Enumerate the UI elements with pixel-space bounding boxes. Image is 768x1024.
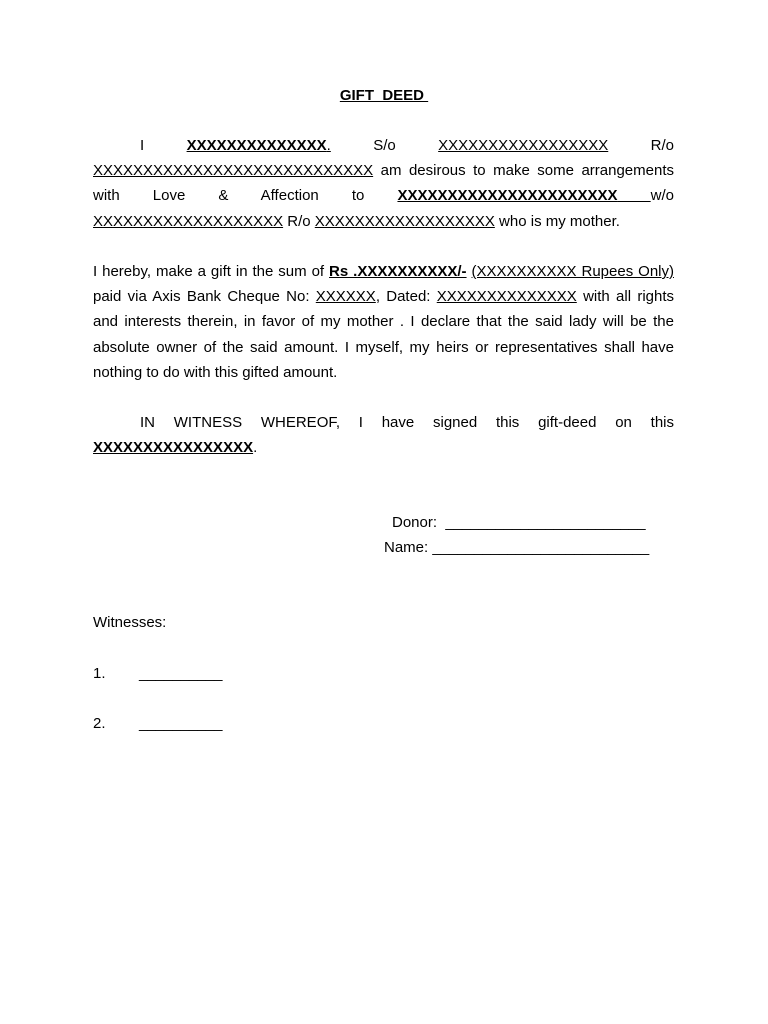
witness-number: 2. xyxy=(93,715,106,732)
gift-amount: Rs .XXXXXXXXXX/- xyxy=(329,263,467,280)
cheque-date: XXXXXXXXXXXXXX xyxy=(436,288,577,306)
pronoun-text: I xyxy=(140,137,145,154)
paragraph-declaration xyxy=(93,133,674,234)
paragraph-witness xyxy=(93,410,674,460)
signing-date: XXXXXXXXXXXXXXXX xyxy=(93,439,254,457)
gift-amount-words: (XXXXXXXXXX Rupees Only) xyxy=(471,263,674,280)
gift-intro-text: I hereby, make a gift in the sum of xyxy=(93,263,325,280)
recipient-name: XXXXXXXXXXXXXXXXXXXXXX xyxy=(397,187,618,205)
wife-of-label: w/o xyxy=(650,187,674,205)
dated-text: , Dated: xyxy=(375,288,431,306)
donor-name: XXXXXXXXXXXXXX xyxy=(186,137,327,154)
resident-of-label-2: R/o xyxy=(287,212,311,230)
cheque-text: paid via Axis Bank Cheque No: xyxy=(93,288,310,306)
witness-signature-line: __________ xyxy=(139,715,223,732)
witness-signature-line: __________ xyxy=(139,665,223,682)
donor-name-punct: . xyxy=(326,137,331,154)
mother-text: who is my mother. xyxy=(499,212,620,230)
witness-clause-text: IN WITNESS WHEREOF, I have signed this gift-deed on this xyxy=(140,414,674,431)
son-of-label: S/o xyxy=(373,137,396,154)
paragraph-gift xyxy=(93,259,674,385)
rights-text: with all rights and interests therein, in favor of my mother . I declare that the said lady will be the absolute owner of the said amount. I myself, my heirs or representatives shall have nothing to do with this gifted amount. xyxy=(93,288,675,381)
donor-address: XXXXXXXXXXXXXXXXXXXXXXXXXXXX xyxy=(93,162,374,180)
recipient-address: XXXXXXXXXXXXXXXXXX xyxy=(314,212,495,230)
husband-name: XXXXXXXXXXXXXXXXXXX xyxy=(93,212,284,230)
witness-end-punct: . xyxy=(253,439,258,457)
witness-number: 1. xyxy=(93,665,106,682)
witnesses-heading: Witnesses: xyxy=(93,614,167,631)
document-title: GIFT DEED xyxy=(339,87,429,104)
father-name: XXXXXXXXXXXXXXXXX xyxy=(438,137,609,154)
cheque-number: XXXXXX xyxy=(315,288,376,306)
resident-of-label: R/o xyxy=(650,137,674,154)
desire-text: am desirous to make some arrangements with Love & Affection to xyxy=(93,162,674,205)
name-signature-line: Name: __________________________ xyxy=(384,539,650,556)
donor-signature-line: Donor: ________________________ xyxy=(392,514,646,531)
